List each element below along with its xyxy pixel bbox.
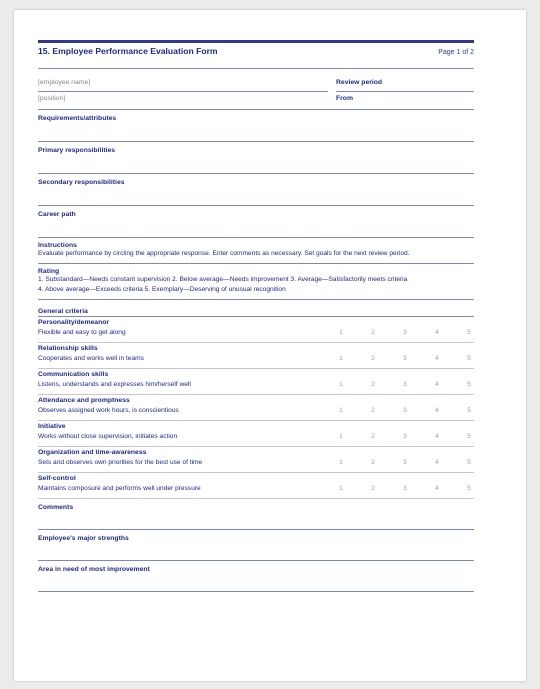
position-field[interactable]: [position] — [38, 95, 66, 102]
rating-option-2[interactable]: 2 — [371, 329, 375, 336]
requirements-section[interactable]: Requirements/attributes — [38, 110, 474, 142]
rating-option-5[interactable]: 5 — [467, 459, 471, 466]
rating-line-1: 1. Substandard—Needs constant supervision 2. Below average—Needs improvement 3. Average—Satisfactorily meets criteria — [38, 276, 408, 283]
form-title: 15. Employee Performance Evaluation Form — [38, 46, 218, 56]
rating-option-5[interactable]: 5 — [467, 381, 471, 388]
primary-responsibilities-section[interactable]: Primary responsibilities — [38, 142, 474, 174]
rating-option-1[interactable]: 1 — [339, 407, 343, 414]
employee-info — [38, 76, 474, 107]
employee-name-field[interactable]: [employee name] — [38, 76, 328, 92]
criteria-name: Initiative — [38, 423, 66, 430]
rating-option-4[interactable]: 4 — [435, 381, 439, 388]
criteria-row — [38, 421, 474, 447]
instructions-label: Instructions — [38, 242, 77, 249]
comments-section[interactable]: Comments — [38, 499, 474, 530]
rating-option-4[interactable]: 4 — [435, 459, 439, 466]
rating-option-3[interactable]: 3 — [403, 355, 407, 362]
criteria-name: Attendance and promptness — [38, 397, 130, 404]
page-number: Page 1 of 2 — [438, 49, 474, 56]
criteria-list — [38, 317, 474, 499]
criteria-description: Flexible and easy to get along — [38, 329, 126, 336]
general-criteria-header: General criteria — [38, 300, 474, 317]
rating-option-2[interactable]: 2 — [371, 433, 375, 440]
criteria-row — [38, 343, 474, 369]
rating-option-5[interactable]: 5 — [467, 407, 471, 414]
rating-option-5[interactable]: 5 — [467, 329, 471, 336]
rating-option-3[interactable]: 3 — [403, 381, 407, 388]
major-strengths-section[interactable]: Employee's major strengths — [38, 530, 474, 561]
criteria-row — [38, 317, 474, 343]
rating-option-4[interactable]: 4 — [435, 407, 439, 414]
rating-label: Rating — [38, 268, 60, 275]
rating-option-5[interactable]: 5 — [467, 485, 471, 492]
rating-option-4[interactable]: 4 — [435, 355, 439, 362]
criteria-description: Sets and observes own priorities for the best use of time — [38, 459, 203, 466]
review-period-field[interactable]: Review period — [336, 76, 474, 92]
criteria-row — [38, 473, 474, 499]
rating-option-1[interactable]: 1 — [339, 433, 343, 440]
criteria-row — [38, 369, 474, 395]
rating-option-2[interactable]: 2 — [371, 355, 375, 362]
rating-option-1[interactable]: 1 — [339, 355, 343, 362]
criteria-description: Listens, understands and expresses him/herself well — [38, 381, 191, 388]
criteria-name: Self-control — [38, 475, 76, 482]
criteria-row — [38, 447, 474, 473]
rating-option-3[interactable]: 3 — [403, 459, 407, 466]
rating-option-2[interactable]: 2 — [371, 407, 375, 414]
rating-option-3[interactable]: 3 — [403, 433, 407, 440]
instructions-text: Evaluate performance by circling the appropriate response. Enter comments as necessary. Set goals for the next review period. — [38, 250, 410, 257]
criteria-row — [38, 395, 474, 421]
rating-block — [38, 264, 474, 300]
criteria-description: Observes assigned work hours, is conscientious — [38, 407, 179, 414]
rating-option-3[interactable]: 3 — [403, 485, 407, 492]
form-page — [14, 10, 526, 681]
instructions-block — [38, 238, 474, 264]
from-field[interactable]: From — [336, 95, 353, 102]
rating-option-1[interactable]: 1 — [339, 381, 343, 388]
rating-option-2[interactable]: 2 — [371, 459, 375, 466]
criteria-name: Organization and time-awareness — [38, 449, 147, 456]
form-content — [38, 40, 474, 592]
career-path-section[interactable]: Career path — [38, 206, 474, 238]
criteria-description: Cooperates and works well in teams — [38, 355, 144, 362]
criteria-description: Maintains composure and performs well under pressure — [38, 485, 201, 492]
rating-option-3[interactable]: 3 — [403, 407, 407, 414]
rating-option-4[interactable]: 4 — [435, 329, 439, 336]
rating-option-4[interactable]: 4 — [435, 485, 439, 492]
secondary-responsibilities-section[interactable]: Secondary responsibilities — [38, 174, 474, 206]
rating-option-3[interactable]: 3 — [403, 329, 407, 336]
criteria-description: Works without close supervision, initiates action — [38, 433, 178, 440]
rating-option-1[interactable]: 1 — [339, 485, 343, 492]
rating-option-2[interactable]: 2 — [371, 485, 375, 492]
rating-option-5[interactable]: 5 — [467, 355, 471, 362]
rating-line-2: 4. Above average—Exceeds criteria 5. Exemplary—Deserving of unusual recognition — [38, 286, 286, 293]
top-rule — [38, 40, 474, 43]
criteria-name: Communication skills — [38, 371, 109, 378]
improvement-area-section[interactable]: Area in need of most improvement — [38, 561, 474, 592]
rating-option-1[interactable]: 1 — [339, 459, 343, 466]
rating-option-2[interactable]: 2 — [371, 381, 375, 388]
rating-option-1[interactable]: 1 — [339, 329, 343, 336]
rating-option-5[interactable]: 5 — [467, 433, 471, 440]
rating-option-4[interactable]: 4 — [435, 433, 439, 440]
criteria-name: Personality/demeanor — [38, 319, 110, 326]
form-header — [38, 46, 474, 69]
criteria-name: Relationship skills — [38, 345, 98, 352]
